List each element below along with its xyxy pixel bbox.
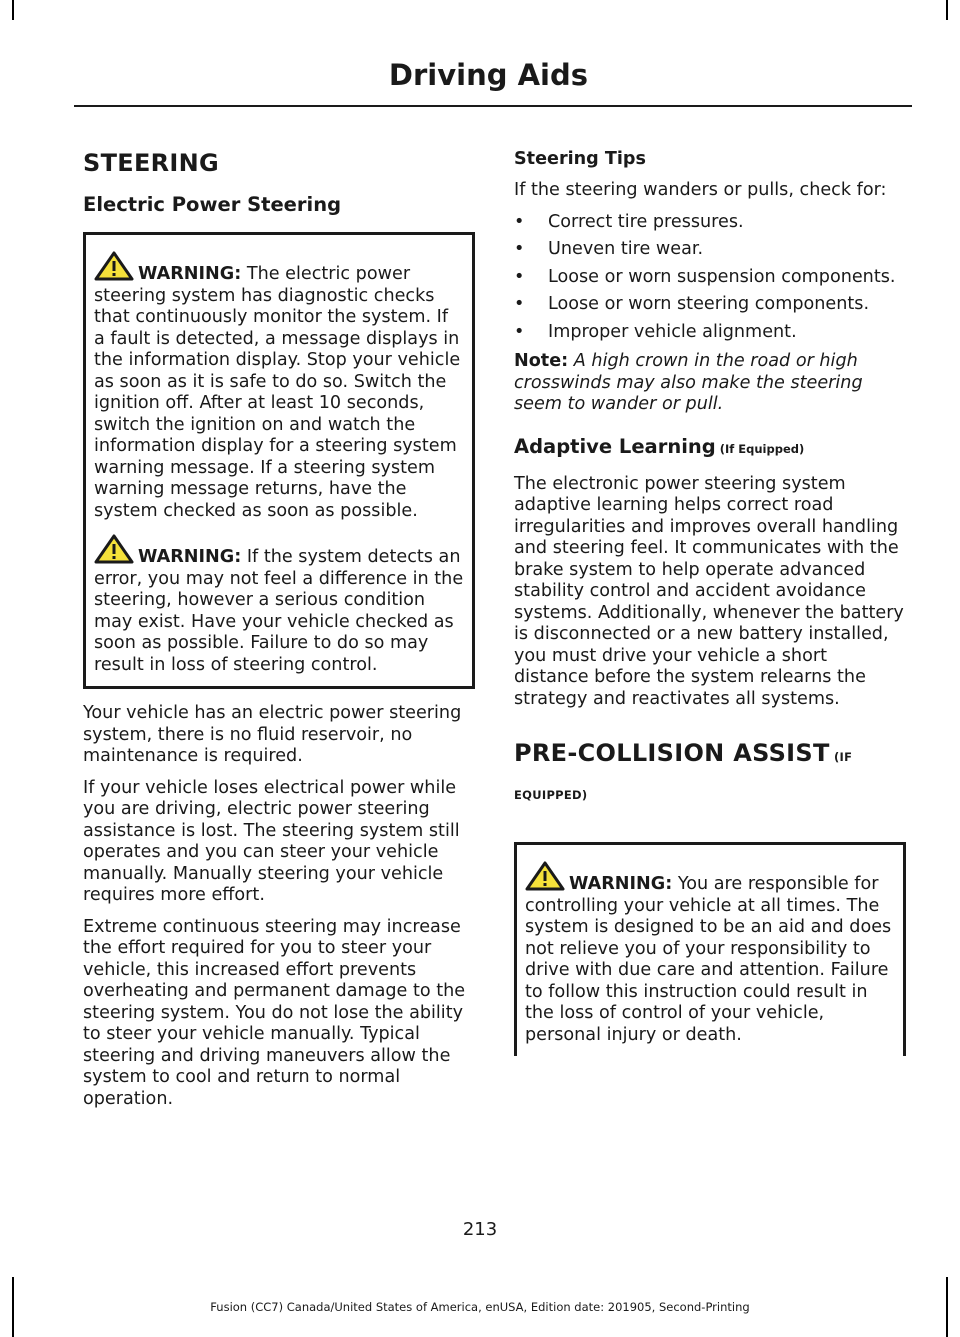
- warning-item: [94, 534, 464, 676]
- note-text: A high crown in the road or high crosswinds may also make the steering seem to wander or pull.: [514, 351, 863, 414]
- body-paragraph: Extreme continuous steering may increase the effort required for you to steer your vehicle, this increased effort prevents overheating and permanent damage to the steering system. You do not lose the ability to steer your vehicle manually. Typical steering and driving maneuvers allow the system to cool and return to normal operation.: [83, 916, 466, 1109]
- note-paragraph: [514, 351, 906, 416]
- page-number: 213: [462, 1219, 498, 1240]
- right-column: [514, 148, 906, 1070]
- list-item: • Uneven tire wear.: [514, 239, 906, 261]
- warning-box: [514, 842, 906, 1056]
- list-item: • Loose or worn suspension components.: [514, 267, 906, 289]
- warning-triangle-icon: [94, 534, 134, 564]
- pca-title: PRE-COLLISION ASSIST: [514, 739, 830, 767]
- crop-mark-top-right: [946, 0, 948, 20]
- warning-item: [94, 251, 464, 522]
- list-item: • Correct tire pressures.: [514, 212, 906, 234]
- warning-triangle-icon: [94, 251, 134, 281]
- warning-box: [83, 232, 475, 689]
- tips-intro: If the steering wanders or pulls, check for:: [514, 180, 887, 200]
- header-divider: [74, 105, 912, 107]
- body-paragraph: The electronic power steering system adaptive learning helps correct road irregularities and improves overall handling and steering feel. It communicates with the brake system to help operate advanced stability control and accident avoidance systems. Additionally, whenever the battery is disconnected or a new battery installed, you must drive your vehicle a short distance before the system relearns the strategy and reactivates all systems.: [514, 473, 904, 709]
- note-label: Note:: [514, 351, 569, 371]
- section-title-pre-collision-assist: [514, 736, 906, 812]
- warning-label: WARNING:: [138, 264, 242, 284]
- section-title-steering: STEERING: [83, 149, 220, 177]
- subsection-title-electric-power-steering: Electric Power Steering: [83, 193, 342, 216]
- tips-list: [514, 212, 906, 344]
- body-paragraph: If your vehicle loses electrical power while you are driving, electric power steering assistance is lost. The steering system still operates and you can steer your vehicle manually. Manually steering your vehicle requires more effort.: [83, 777, 460, 905]
- warning-label: WARNING:: [569, 874, 673, 894]
- subsection-title-adaptive-learning: [514, 434, 906, 462]
- subsection-title-steering-tips: Steering Tips: [514, 149, 646, 169]
- list-item: • Improper vehicle alignment.: [514, 322, 906, 344]
- warning-text: If the system detects an error, you may not feel a difference in the steering, however a serious condition may exist. Have your vehicle checked as soon as possible. Failure to do so may result in loss of steering control.: [94, 547, 464, 675]
- adaptive-tag: (If Equipped): [715, 441, 805, 456]
- footer-edition-info: Fusion (CC7) Canada/United States of America, enUSA, Edition date: 201905, Second-Printing: [210, 1300, 750, 1314]
- warning-label: WARNING:: [138, 547, 242, 567]
- page-header-title: Driving Aids: [388, 58, 588, 92]
- left-column: [83, 148, 475, 1120]
- warning-text: You are responsible for controlling your vehicle at all times. The system is designed to be an aid and does not relieve you of your responsibility to drive with due care and attention. Failure to follow this instruction could result in the loss of control of your vehicle, personal injury or death.: [525, 874, 892, 1045]
- adaptive-title: Adaptive Learning: [514, 434, 716, 458]
- warning-triangle-icon: [525, 861, 565, 891]
- warning-item: [525, 861, 895, 1046]
- pca-tag: (IF EQUIPPED): [514, 750, 853, 802]
- body-paragraph: Your vehicle has an electric power steering system, there is no fluid reservoir, no maintenance is required.: [83, 703, 462, 766]
- crop-mark-top-left: [12, 0, 14, 20]
- warning-text: The electric power steering system has diagnostic checks that continuously monitor the system. If a fault is detected, a message displays in the information display. Stop your vehicle as soon as it is safe to do so. Switch the ignition off. After at least 10 seconds, switch the ignition on and watch the information display for a steering system warning message. If a steering system warning message returns, have the system checked as soon as possible.: [94, 264, 461, 521]
- list-item: • Loose or worn steering components.: [514, 294, 906, 316]
